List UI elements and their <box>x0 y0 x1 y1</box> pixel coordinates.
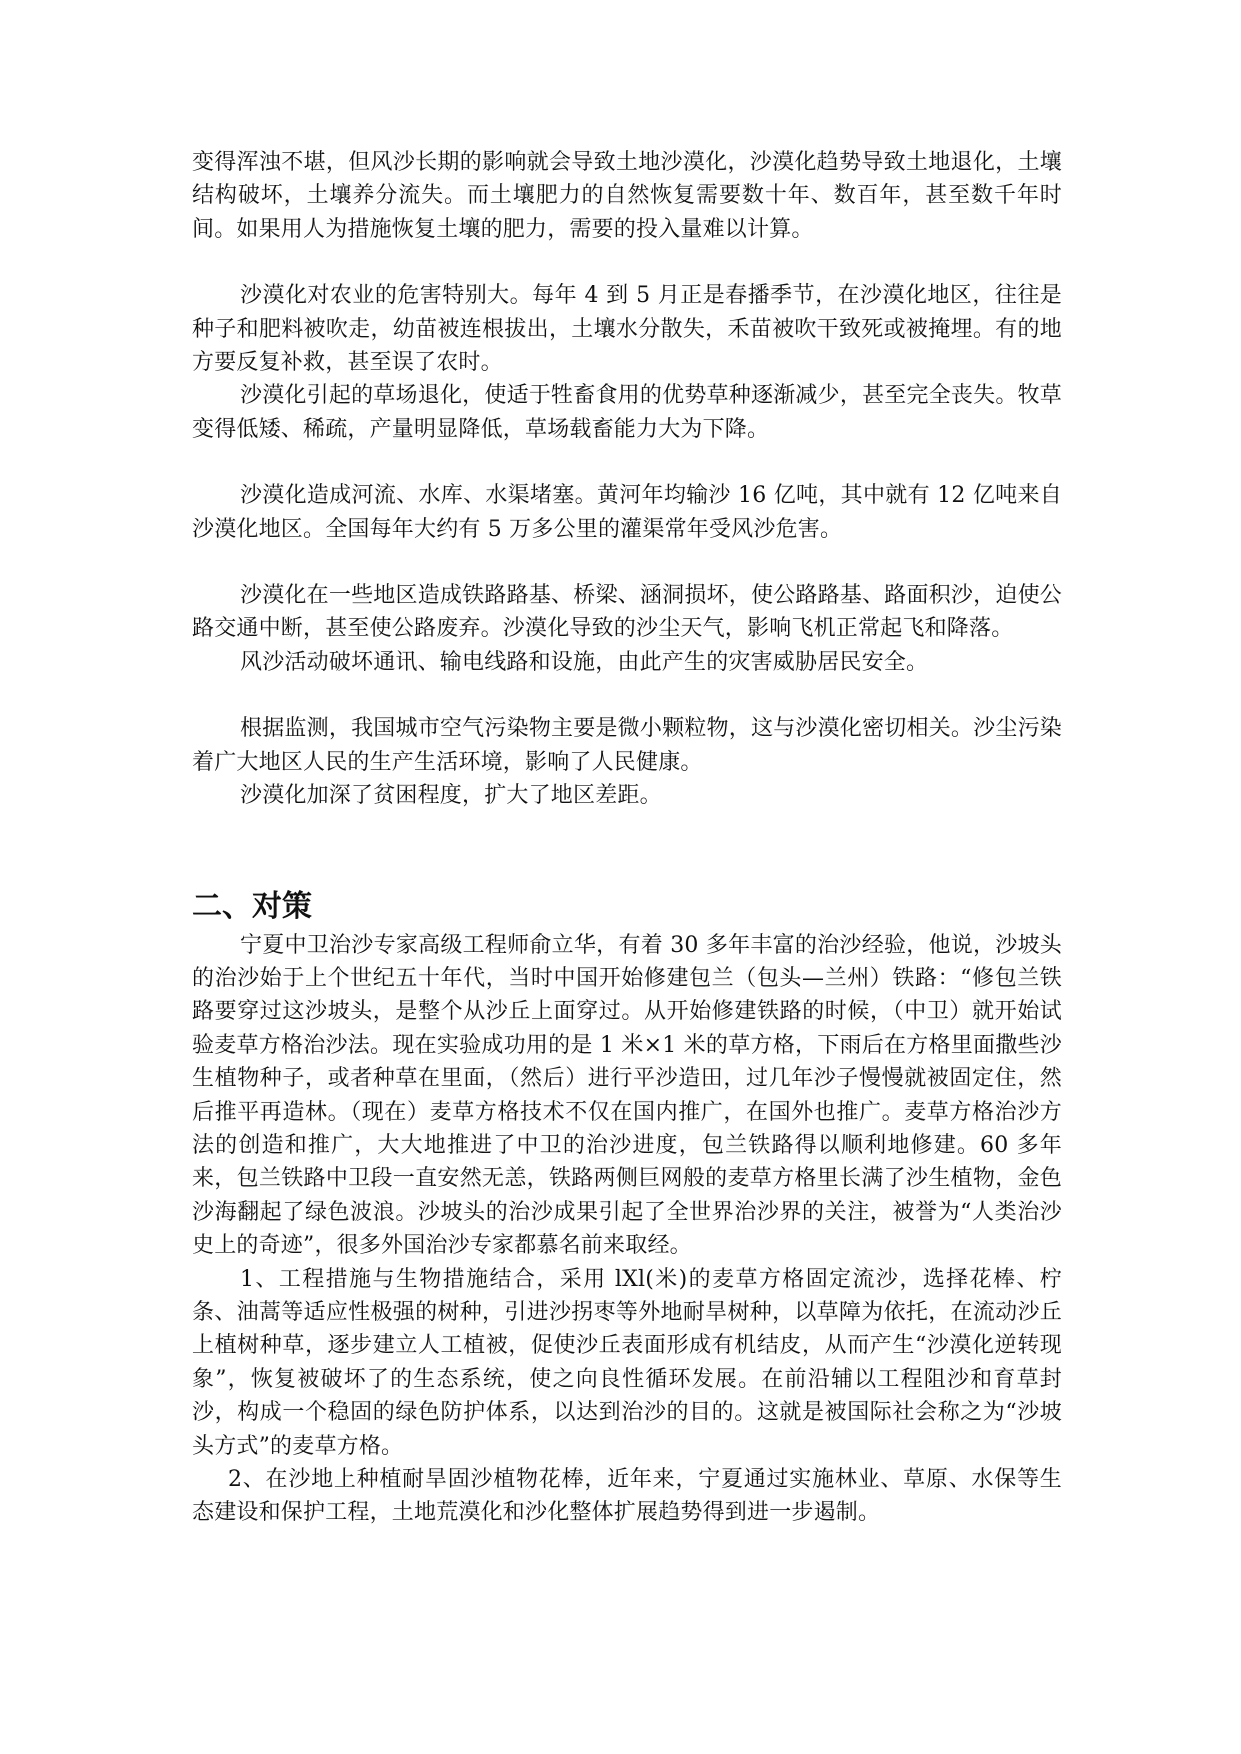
paragraph-rivers: 沙漠化造成河流、水库、水渠堵塞。黄河年均输沙 16 亿吨，其中就有 12 亿吨来自沙漠化地区。全国每年大约有 5 万多公里的灌渠常年受风沙危害。 <box>192 483 1062 542</box>
paragraph-intro-continuation: 变得浑浊不堪，但风沙长期的影响就会导致土地沙漠化，沙漠化趋势导致土地退化，土壤结构破坏，土壤养分流失。而土壤肥力的自然恢复需要数十年、数百年，甚至数千年时间。如果用人为措施恢复土壤的肥力，需要的投入量难以计算。 <box>192 150 1062 242</box>
paragraph-agriculture: 沙漠化对农业的危害特别大。每年 4 到 5 月正是春播季节，在沙漠化地区，往往是种子和肥料被吹走，幼苗被连根拔出，土壤水分散失，禾苗被吹干致死或被掩埋。有的地方要反复补救，甚至误了农时。 <box>192 283 1062 376</box>
paragraph-transport: 沙漠化在一些地区造成铁路路基、桥梁、涵洞损坏，使公路路基、路面积沙，迫使公路交通中断，甚至使公路废弃。沙漠化导致的沙尘天气，影响飞机正常起飞和降落。 <box>192 583 1062 642</box>
paragraph-air-pollution: 根据监测，我国城市空气污染物主要是微小颗粒物，这与沙漠化密切相关。沙尘污染着广大地区人民的生产生活环境，影响了人民健康。 <box>192 716 1062 775</box>
paragraph-gap <box>192 546 1062 579</box>
section-gap <box>192 813 1062 881</box>
paragraph-gap <box>192 246 1062 279</box>
section-heading: 二、对策 <box>192 888 312 924</box>
paragraph-measure-2: 2、在沙地上种植耐旱固沙植物花棒，近年来，宁夏通过实施林业、草原、水保等生态建设和保护工程，土地荒漠化和沙化整体扩展趋势得到进一步遏制。 <box>192 1467 1062 1526</box>
paragraph-gap <box>192 679 1062 712</box>
paragraph-grassland: 沙漠化引起的草场退化，使适于牲畜食用的优势草种逐渐减少，甚至完全丧失。牧草变得低矮、稀疏，产量明显降低，草场载畜能力大为下降。 <box>192 383 1062 442</box>
paragraph-measure-1: 1、工程措施与生物措施结合，采用 lXl(米)的麦草方格固定流沙，选择花棒、柠条、油蒿等适应性极强的树种，引进沙拐枣等外地耐旱树种，以草障为依托，在流动沙丘上植树种草，逐步建立人工植被，促使沙丘表面形成有机结皮，从而产生“沙漠化逆转现象”，恢复被破坏了的生态系统，使之向良性循环发展。在前沿辅以工程阻沙和育草封沙，构成一个稳固的绿色防护体系，以达到治沙的目的。这就是被国际社会称之为“沙坡头方式”的麦草方格。 <box>192 1266 1062 1459</box>
paragraph-communications: 风沙活动破坏通讯、输电线路和设施，由此产生的灾害威胁居民安全。 <box>240 649 929 675</box>
document-body <box>192 146 1062 1530</box>
paragraph-poverty: 沙漠化加深了贫困程度，扩大了地区差距。 <box>240 783 662 809</box>
paragraph-expert-quote: 宁夏中卫治沙专家高级工程师俞立华，有着 30 多年丰富的治沙经验，他说，沙坡头的治沙始于上个世纪五十年代，当时中国开始修建包兰（包头—兰州）铁路：“修包兰铁路要穿过这沙坡头，是整个从沙丘上面穿过。从开始修建铁路的时候，（中卫）就开始试验麦草方格治沙法。现在实验成功用的是 1 米×1 米的草方格，下雨后在方格里面撒些沙生植物种子，或者种草在里面，（然后）进行平沙造田，过几年沙子慢慢就被固定住，然后推平再造林。（现在）麦草方格技术不仅在国内推广，在国外也推广。麦草方格治沙方法的创造和推广，大大地推进了中卫的治沙进度，包兰铁路得以顺利地修建。60 多年来，包兰铁路中卫段一直安然无恙，铁路两侧巨网般的麦草方格里长满了沙生植物，金色沙海翻起了绿色波浪。沙坡头的治沙成果引起了全世界治沙界的关注，被誉为“人类治沙史上的奇迹”，很多外国治沙专家都慕名前来取经。 <box>192 932 1062 1259</box>
paragraph-gap <box>192 446 1062 479</box>
